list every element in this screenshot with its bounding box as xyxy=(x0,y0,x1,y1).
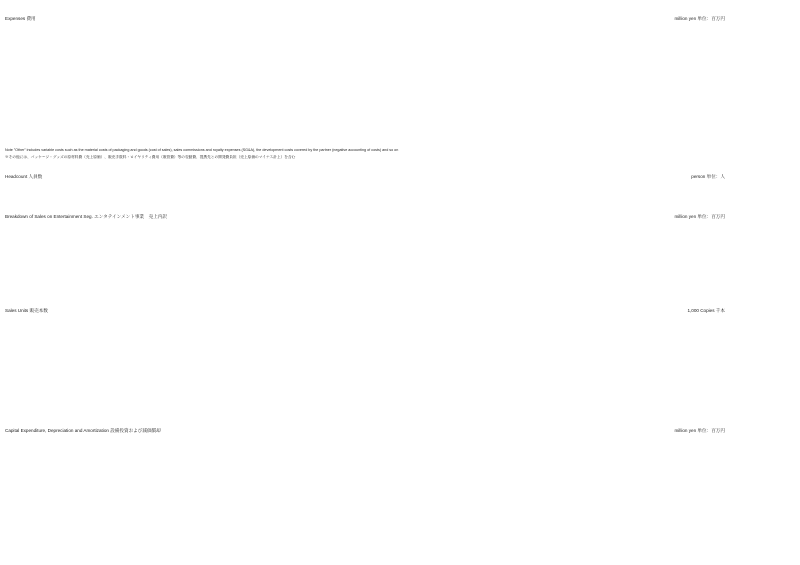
sales-title: Breakdown of Sales on Entertainment Seg. エンタテインメント事業 売上内訳 xyxy=(5,214,167,219)
headcount-unit: person 単位：人 xyxy=(691,174,725,179)
sales-section xyxy=(5,214,795,220)
units-title: Sales Units 販売本数 xyxy=(5,308,48,313)
expenses-title: Expenses 費用 xyxy=(5,16,36,21)
expenses-note-en: Note "Other" includes variable costs such as the material costs of packaging and goods (cost of sales), sales commissions and royalty expenses (SG&A), the development costs covered by the partner (negative accounting of costs) and so on xyxy=(5,148,399,152)
capex-section xyxy=(5,428,795,434)
capex-title: Capital Expenditure, Depreciation and Amortization 設備投資および減価償却 xyxy=(5,428,161,433)
sales-unit: million yen 単位：百万円 xyxy=(674,214,725,219)
expenses-note-ja: ※その他には、パッケージ・グッズの原材料費（売上原価）、販売手数料・ロイヤリティ費用（販管費）等の変動費、提携先との開発費負担（売上原価のマイナス計上）を含む xyxy=(5,155,296,159)
expenses-unit: million yen 単位：百万円 xyxy=(674,16,725,21)
units-unit: 1,000 Copies 千本 xyxy=(687,308,725,313)
expenses-section xyxy=(5,16,795,22)
units-section xyxy=(5,308,795,314)
headcount-section xyxy=(5,174,795,180)
headcount-title: Headcount 人員数 xyxy=(5,174,43,179)
capex-unit: million yen 単位：百万円 xyxy=(674,428,725,433)
